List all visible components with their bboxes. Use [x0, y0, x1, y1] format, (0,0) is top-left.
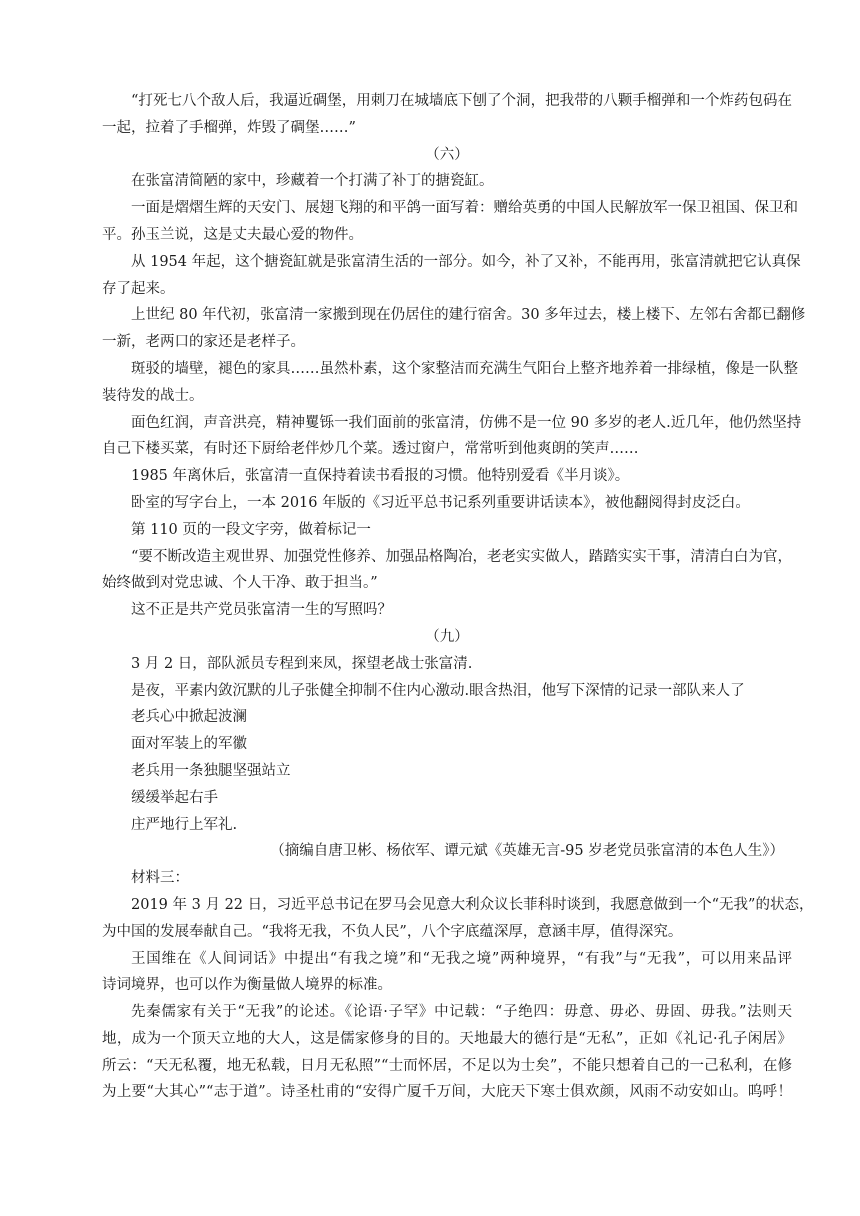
section-heading: （六）: [425, 146, 469, 163]
poem-line: 缓缓举起右手: [131, 789, 218, 806]
paragraph-line: “打死七八个敌人后，我逼近碉堡，用刺刀在城墙底下刨了个洞，把我带的八颗手榴弹和一个炸药包码在: [131, 93, 792, 109]
paragraph-line: 诗词境界，也可以作为衡量做人境界的标准。: [102, 977, 392, 994]
poem-line: 庄严地行上军礼.: [131, 816, 238, 833]
quote-line: 始终做到对党忠诚、个人干净、敢于担当。”: [102, 575, 378, 592]
paragraph-line: 在张富清简陋的家中，珍藏着一个打满了补丁的搪瓷缸。: [131, 173, 494, 190]
paragraph-line: 3 月 2 日，部队派员专程到来凤，探望老战士张富清.: [131, 655, 473, 672]
section-heading: （九）: [425, 628, 469, 645]
paragraph-line: 面色红润，声音洪亮，精神矍铄一我们面前的张富清，仿佛不是一位 90 多岁的老人.近几年，他仍然坚持: [131, 414, 802, 431]
paragraph-line: 这不正是共产党员张富清一生的写照吗？: [131, 602, 392, 619]
paragraph-line: 所云：“天无私覆，地无私载，日月无私照”“士而怀居，不足以为士矣”，不能只想着自己的一己私利，在修: [102, 1057, 792, 1074]
paragraph-line: 第 110 页的一段文字旁，做着标记一: [131, 521, 371, 538]
paragraph-line: 存了起来。: [102, 280, 175, 297]
source-citation: （摘编自唐卫彬、杨依军、谭元斌《英雄无言-95 岁老党员张富清的本色人生》）: [270, 843, 784, 860]
paragraph-line: 一起，拉着了手榴弹，炸毁了碉堡……”: [102, 119, 356, 136]
paragraph-line: 为上要“大其心”“志于道”。诗圣杜甫的“安得广厦千万间，大庇天下寒士俱欢颜，风雨不动安如山。呜呼！: [102, 1084, 792, 1101]
paragraph-line: 自己下楼买菜，有时还下厨给老伴炒几个菜。透过窗户，常常听到他爽朗的笑声……: [102, 441, 639, 458]
paragraph-line: 平。孙玉兰说，这是丈夫最心爱的物件。: [102, 226, 363, 243]
paragraph-line: 地，成为一个顶天立地的大人，这是儒家修身的目的。天地最大的德行是“无私”，正如《礼记·孔子闲居》: [102, 1030, 792, 1047]
paragraph-line: 先秦儒家有关于“无我”的论述。《论语·子罕》中记载：“子绝四：毋意、毋必、毋固、毋我。”法则天: [131, 1004, 792, 1021]
paragraph-line: 为中国的发展奉献自己。“我将无我，不负人民”，八个字底蕴深厚，意涵丰厚，值得深究。: [102, 923, 683, 940]
material-heading: 材料三：: [131, 870, 189, 887]
paragraph-line: 一新，老两口的家还是老样子。: [102, 334, 305, 351]
poem-line: 老兵心中掀起波澜: [131, 709, 247, 726]
paragraph-line: 2019 年 3 月 22 日，习近平总书记在罗马会见意大利众议长菲科时谈到，我愿意做到一个“无我”的状态，: [131, 896, 814, 913]
poem-line: 面对军装上的军徽: [131, 736, 247, 753]
paragraph-line: 是夜，平素内敛沉默的儿子张健全抑制不住内心激动.眼含热泪，他写下深情的记录一部队来人了: [131, 682, 745, 699]
paragraph-line: 装待发的战士。: [102, 387, 204, 404]
quote-line: “要不断改造主观世界、加强党性修养、加强品格陶冶，老老实实做人，踏踏实实干事，清清白白为官，: [131, 548, 792, 565]
paragraph-line: 王国维在《人间词话》中提出“有我之境”和“无我之境”两种境界，“有我”与“无我”，可以用来品评: [131, 950, 792, 967]
paragraph-line: 一面是熠熠生辉的天安门、展翅飞翔的和平鸽一面写着：赠给英勇的中国人民解放军一保卫祖国、保卫和: [131, 200, 798, 217]
poem-line: 老兵用一条独腿坚强站立: [131, 762, 291, 779]
paragraph-line: 1985 年离休后，张富清一直保持着读书看报的习惯。他特别爱看《半月谈》。: [131, 468, 630, 485]
paragraph-line: 斑驳的墙壁，褪色的家具……虽然朴素，这个家整洁而充满生气阳台上整齐地养着一排绿植，像是一队整: [131, 360, 798, 377]
paragraph-line: 卧室的写字台上，一本 2016 年版的《习近平总书记系列重要讲话读本》，被他翻阅得封皮泛白。: [131, 494, 750, 511]
document-page: [102, 88, 814, 1106]
paragraph-line: 从 1954 年起，这个搪瓷缸就是张富清生活的一部分。如今，补了又补，不能再用，张富清就把它认真保: [131, 253, 801, 270]
paragraph-line: 上世纪 80 年代初，张富清一家搬到现在仍居住的建行宿舍。30 多年过去，楼上楼下、左邻右舍都已翻修: [131, 307, 806, 324]
